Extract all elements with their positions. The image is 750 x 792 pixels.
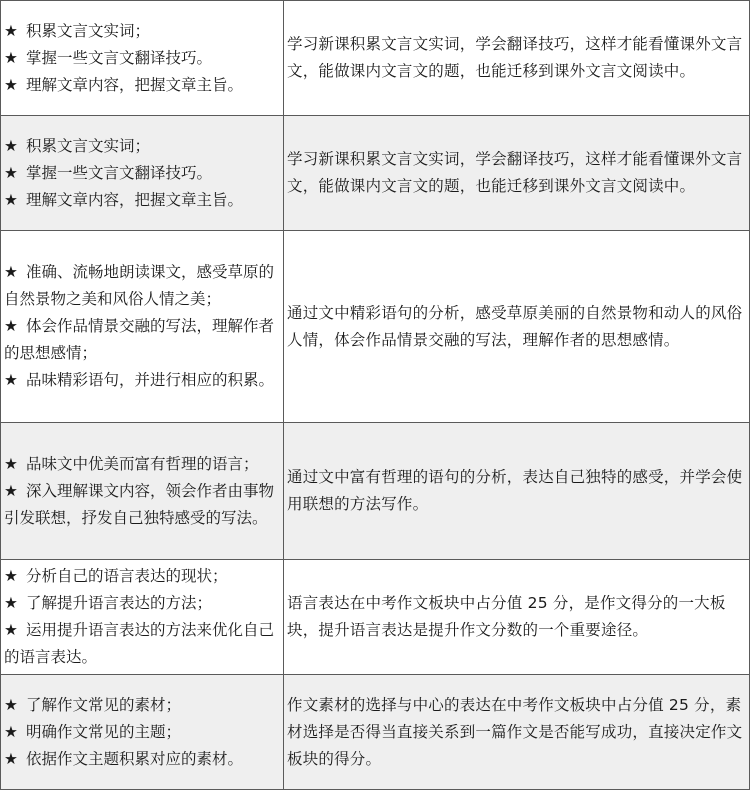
goals-cell xyxy=(1,675,284,790)
goals-cell xyxy=(1,231,284,423)
star-icon: ★ xyxy=(4,21,18,40)
description-cell: 作文素材的选择与中心的表达在中考作文板块中占分值 25 分，素材选择是否得当直接关系到一篇作文是否能写成功，直接决定作文板块的得分。 xyxy=(284,675,750,790)
goal-item: ★ 体会作品情景交融的写法，理解作者的思想感情； xyxy=(4,313,281,367)
goals-cell xyxy=(1,423,284,560)
table-row xyxy=(1,423,750,560)
table-row xyxy=(1,560,750,675)
description-cell: 学习新课积累文言文实词，学会翻译技巧，这样才能看懂课外文言文，能做课内文言文的题，也能迁移到课外文言文阅读中。 xyxy=(284,116,750,231)
goal-item: ★ 了解作文常见的素材； xyxy=(4,692,281,719)
goal-item: ★ 准确、流畅地朗读课文，感受草原的自然景物之美和风俗人情之美； xyxy=(4,259,281,313)
goal-item: ★ 依据作文主题积累对应的素材。 xyxy=(4,746,281,773)
table-row xyxy=(1,231,750,423)
goal-item: ★ 品味精彩语句，并进行相应的积累。 xyxy=(4,367,281,394)
goal-item: ★ 运用提升语言表达的方法来优化自己的语言表达。 xyxy=(4,617,281,671)
table-row xyxy=(1,675,750,790)
goals-cell xyxy=(1,1,284,116)
star-icon: ★ xyxy=(4,75,18,94)
star-icon: ★ xyxy=(4,48,18,67)
goal-item: ★ 深入理解课文内容，领会作者由事物引发联想，抒发自己独特感受的写法。 xyxy=(4,478,281,532)
goal-item: ★ 积累文言文实词； xyxy=(4,18,281,45)
goals-cell xyxy=(1,560,284,675)
star-icon: ★ xyxy=(4,136,18,155)
star-icon: ★ xyxy=(4,317,18,335)
goal-item: ★ 品味文中优美而富有哲理的语言； xyxy=(4,451,281,478)
goal-item: ★ 积累文言文实词； xyxy=(4,133,281,160)
description-cell: 语言表达在中考作文板块中占分值 25 分，是作文得分的一大板块，提升语言表达是提升作文分数的一个重要途径。 xyxy=(284,560,750,675)
table-row xyxy=(1,116,750,231)
description-cell: 学习新课积累文言文实词，学会翻译技巧，这样才能看懂课外文言文，能做课内文言文的题，也能迁移到课外文言文阅读中。 xyxy=(284,1,750,116)
goal-item: ★ 掌握一些文言文翻译技巧。 xyxy=(4,160,281,187)
star-icon: ★ xyxy=(4,695,18,714)
star-icon: ★ xyxy=(4,567,18,585)
goal-item: ★ 理解文章内容，把握文章主旨。 xyxy=(4,72,281,99)
star-icon: ★ xyxy=(4,749,18,768)
goals-cell xyxy=(1,116,284,231)
star-icon: ★ xyxy=(4,454,18,473)
description-cell: 通过文中富有哲理的语句的分析，表达自己独特的感受，并学会使用联想的方法写作。 xyxy=(284,423,750,560)
star-icon: ★ xyxy=(4,371,18,389)
table-row xyxy=(1,1,750,116)
star-icon: ★ xyxy=(4,263,18,281)
goal-item: ★ 明确作文常见的主题； xyxy=(4,719,281,746)
description-cell: 通过文中精彩语句的分析，感受草原美丽的自然景物和动人的风俗人情，体会作品情景交融的写法，理解作者的思想感情。 xyxy=(284,231,750,423)
goal-item: ★ 掌握一些文言文翻译技巧。 xyxy=(4,45,281,72)
goal-item: ★ 分析自己的语言表达的现状； xyxy=(4,563,281,590)
star-icon: ★ xyxy=(4,621,18,639)
star-icon: ★ xyxy=(4,481,18,500)
star-icon: ★ xyxy=(4,190,18,209)
goal-item: ★ 了解提升语言表达的方法； xyxy=(4,590,281,617)
goal-item: ★ 理解文章内容，把握文章主旨。 xyxy=(4,187,281,214)
star-icon: ★ xyxy=(4,594,18,612)
star-icon: ★ xyxy=(4,163,18,182)
star-icon: ★ xyxy=(4,722,18,741)
